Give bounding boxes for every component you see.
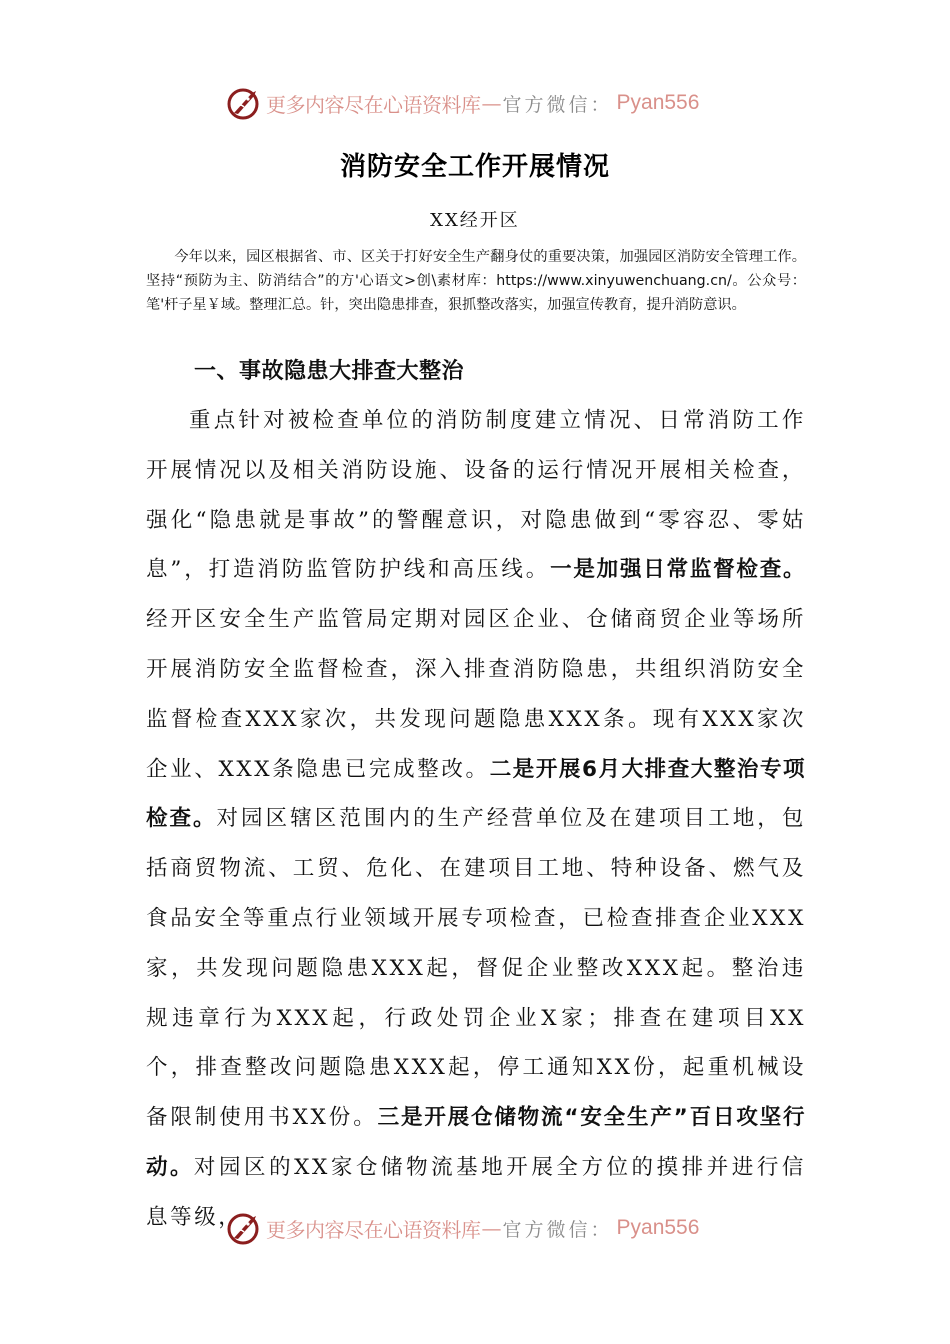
document-subtitle: XX经开区 xyxy=(430,210,520,231)
watermark-dash: — xyxy=(481,1216,502,1240)
body-segment-bold-point-3: 三是开展仓储物流“安全生产”百日攻坚行动。 xyxy=(146,1105,806,1180)
watermark-label: 官方微信： xyxy=(502,93,613,116)
watermark-dash: — xyxy=(481,91,502,115)
quill-pen-logo-icon xyxy=(226,1210,262,1246)
watermark-brand-text: 更多内容尽在心语资料库 xyxy=(266,1217,481,1242)
watermark-label: 官方微信： xyxy=(502,1218,613,1241)
watermark-wechat-id: Pyan556 xyxy=(616,1216,700,1239)
body-segment: 重点针对被检查单位的消防制度建立情况、日常消防工作开展情况以及相关消防设施、设备的运行情况开展相关检查，强化“隐患就是事故”的警醒意识，对隐患做到“零容忍、零姑息”，打造消防监管防护线和高压线。 xyxy=(146,408,806,583)
section-body-paragraph xyxy=(146,396,806,1243)
section-heading: 一、事故隐患大排查大整治 xyxy=(194,359,465,384)
body-segment: 对园区的XX家仓储物流基地开展全方位的摸排并进行信息等级， xyxy=(146,1154,806,1230)
quill-pen-logo-icon xyxy=(226,85,262,121)
body-segment: 对园区辖区范围内的生产经营单位及在建项目工地，包括商贸物流、工贸、危化、在建项目工地、特种设备、燃气及食品安全等重点行业领域开展专项检查，已检查排查企业XXX家，共发现问题隐患XXX起，督促企业整改XXX起。整治违规违章行为XXX起，行政处罚企业X家；排查在建项目XX个，排查整改问题隐患XXX起，停工通知XX份，起重机械设备限制使用书XX份。 xyxy=(146,806,806,1131)
watermark-header xyxy=(226,83,699,123)
body-segment-bold-point-2: 二是开展6月大排查大整治专项检查。 xyxy=(146,756,807,832)
body-segment-bold-point-1: 一是加强日常监督检查。 xyxy=(550,557,806,583)
watermark-wechat-id: Pyan556 xyxy=(616,91,700,114)
watermark-brand-text: 更多内容尽在心语资料库 xyxy=(266,92,481,117)
body-segment: 经开区安全生产监管局定期对园区企业、仓储商贸企业等场所开展消防安全监督检查，深入排查消防隐患，共组织消防安全监督检查XXX家次，共发现问题隐患XXX条。现有XXX家次企业、XXX条隐患已完成整改。 xyxy=(146,607,806,782)
watermark-footer xyxy=(226,1208,699,1248)
intro-paragraph: 今年以来，园区根据省、市、区关于打好安全生产翻身仗的重要决策，加强园区消防安全管理工作。坚持“预防为主、防消结合”的方'心语文>创\素材库：https://www.xinyuwenchuang.cn/。公众号：笔'杆子星￥域。整理汇总。针，突出隐患排查，狠抓整改落实，加强宣传教育，提升消防意识。 xyxy=(146,249,806,313)
document-title: 消防安全工作开展情况 xyxy=(339,152,610,182)
